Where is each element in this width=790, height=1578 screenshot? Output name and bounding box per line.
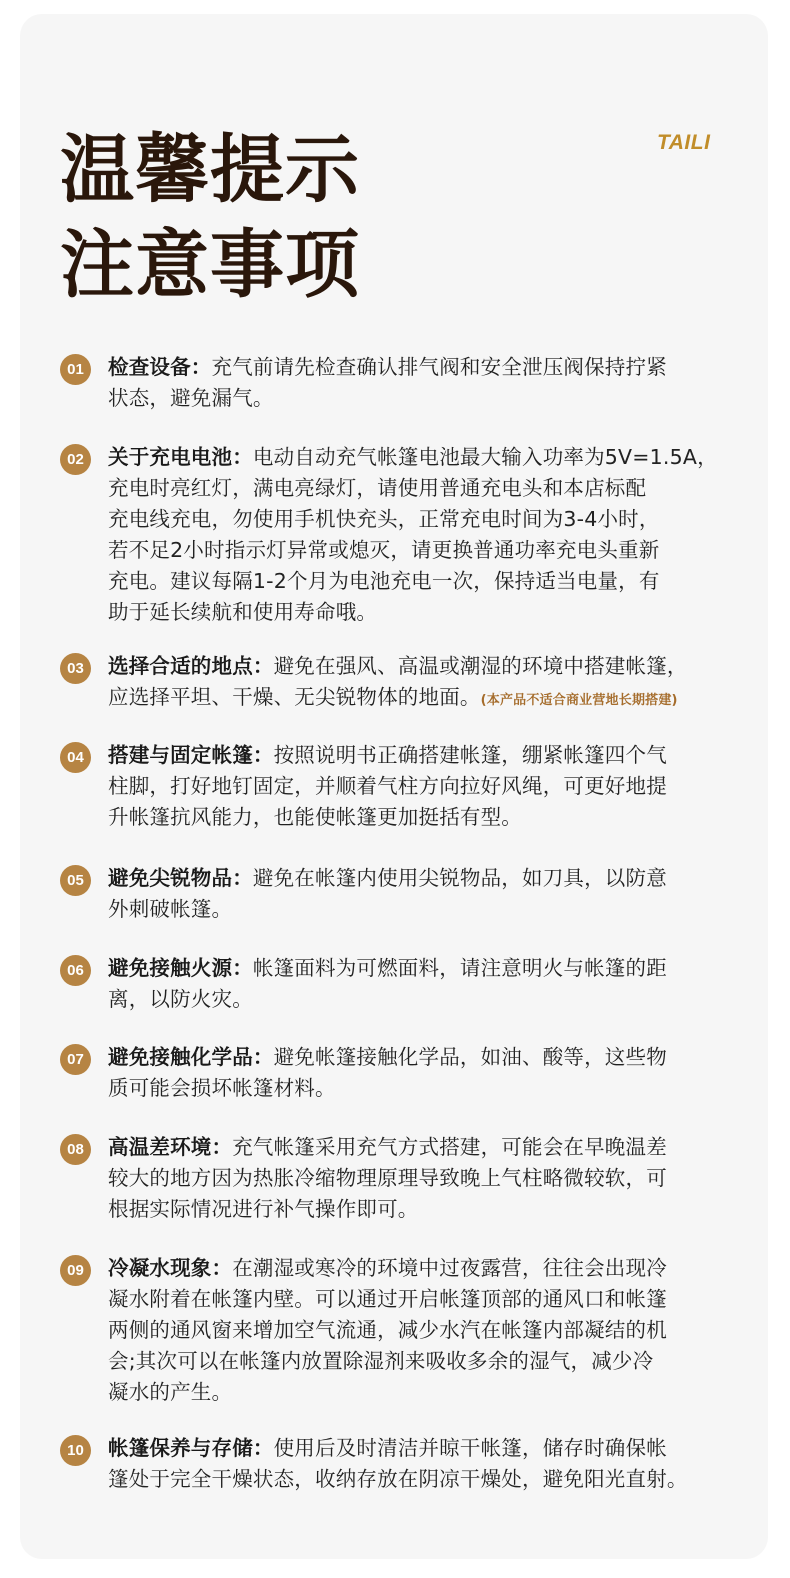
number-badge: 03 [60, 653, 91, 684]
notice-heading: 避免尖锐物品： [108, 866, 253, 890]
notice-text [108, 953, 758, 1015]
notice-line: 避免在帐篷内使用尖锐物品，如刀具，以防意 [252, 866, 667, 890]
notice-line: 按照说明书正确搭建帐篷，绷紧帐篷四个气 [273, 743, 667, 767]
brand-logo: TAILI [657, 131, 711, 154]
notice-line: 凝水的产生。 [108, 1380, 233, 1404]
number-badge: 06 [60, 955, 91, 986]
notice-line: 帐篷面料为可燃面料，请注意明火与帐篷的距 [252, 956, 667, 980]
notice-text [108, 1042, 758, 1104]
page-title: 温馨提示 [60, 127, 360, 213]
notice-line: 避免在强风、高温或潮湿的环境中搭建帐篷， [273, 654, 688, 678]
notice-text [108, 1433, 758, 1495]
notice-heading: 检查设备： [108, 355, 212, 379]
number-badge: 07 [60, 1044, 91, 1075]
notice-line: 在潮湿或寒冷的环境中过夜露营，往往会出现冷 [232, 1256, 667, 1280]
notice-text [108, 863, 758, 925]
notice-heading: 搭建与固定帐篷： [108, 743, 274, 767]
notice-line: 电动自动充气帐篷电池最大输入功率为5V=1.5A， [252, 445, 718, 469]
notice-heading: 冷凝水现象： [108, 1256, 233, 1280]
notice-line: 两侧的通风窗来增加空气流通，减少水汽在帐篷内部凝结的机 [108, 1318, 667, 1342]
number-badge: 01 [60, 354, 91, 385]
notice-line: 助于延长续航和使用寿命哦。 [108, 600, 378, 624]
notice-line: 充气前请先检查确认排气阀和安全泄压阀保持拧紧 [211, 355, 667, 379]
number-badge: 10 [60, 1435, 91, 1466]
notice-line: 充电。建议每隔1-2个月为电池充电一次，保持适当电量，有 [108, 569, 660, 593]
notice-line: 升帐篷抗风能力，也能使帐篷更加挺括有型。 [108, 805, 522, 829]
number-badge: 02 [60, 444, 91, 475]
notice-text [108, 442, 758, 628]
notice-heading: 避免接触化学品： [108, 1045, 274, 1069]
notice-line: 外刺破帐篷。 [108, 897, 233, 921]
notice-line: 充电时亮红灯，满电亮绿灯，请使用普通充电头和本店标配 [108, 476, 647, 500]
notice-line: 使用后及时清洁并晾干帐篷，储存时确保帐 [273, 1436, 667, 1460]
notice-line: 篷处于完全干燥状态，收纳存放在阴凉干燥处，避免阳光直射。 [108, 1467, 688, 1491]
notice-heading: 选择合适的地点： [108, 654, 274, 678]
notice-line: 状态，避免漏气。 [108, 386, 274, 410]
number-badge: 08 [60, 1134, 91, 1165]
notice-heading: 避免接触火源： [108, 956, 253, 980]
notice-line: 根据实际情况进行补气操作即可。 [108, 1197, 419, 1221]
notice-line: 充气帐篷采用充气方式搭建，可能会在早晚温差 [232, 1135, 667, 1159]
notice-text [108, 740, 758, 833]
notice-line: 充电线充电，勿使用手机快充头，正常充电时间为3-4小时， [108, 507, 660, 531]
number-badge: 04 [60, 742, 91, 773]
number-badge: 05 [60, 865, 91, 896]
notice-heading: 关于充电电池： [108, 445, 253, 469]
notice-heading: 帐篷保养与存储： [108, 1436, 274, 1460]
notice-line: 若不足2小时指示灯异常或熄灭，请更换普通功率充电头重新 [108, 538, 660, 562]
notice-line: 柱脚，打好地钉固定，并顺着气柱方向拉好风绳，可更好地提 [108, 774, 667, 798]
notice-line: 较大的地方因为热胀冷缩物理原理导致晚上气柱略微较软，可 [108, 1166, 667, 1190]
notice-line: 会;其次可以在帐篷内放置除湿剂来吸收多余的湿气，减少冷 [108, 1349, 654, 1373]
notice-text [108, 1253, 758, 1408]
notice-text [108, 1132, 758, 1225]
notice-line: 应选择平坦、干燥、无尖锐物体的地面。 [108, 685, 481, 709]
notice-heading: 高温差环境： [108, 1135, 233, 1159]
notice-text [108, 352, 758, 414]
page-subtitle: 注意事项 [60, 222, 360, 308]
notice-line: 质可能会损坏帐篷材料。 [108, 1076, 336, 1100]
notice-line: 避免帐篷接触化学品，如油、酸等，这些物 [273, 1045, 667, 1069]
notice-line: 凝水附着在帐篷内壁。可以通过开启帐篷顶部的通风口和帐篷 [108, 1287, 667, 1311]
notice-line: 离，以防火灾。 [108, 987, 253, 1011]
notice-remark: (本产品不适合商业营地长期搭建) [480, 693, 678, 708]
number-badge: 09 [60, 1255, 91, 1286]
notice-text [108, 651, 758, 716]
